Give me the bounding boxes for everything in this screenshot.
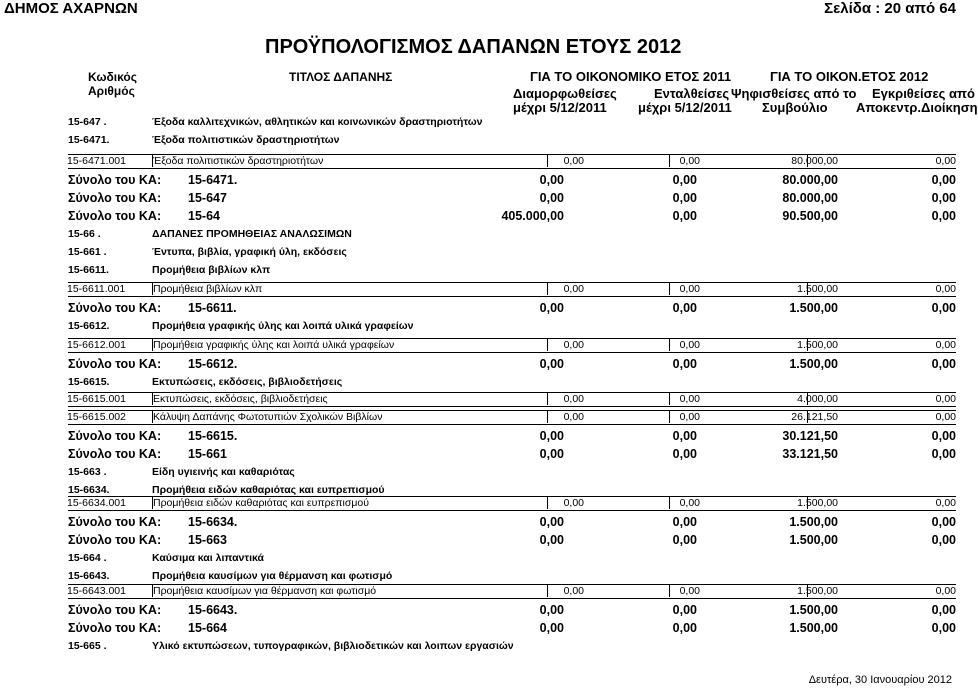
line-code: 15-6471.001 [67, 155, 126, 167]
cell-divider [547, 496, 548, 509]
line-code: 15-6615.002 [67, 411, 126, 423]
total-label: Σύνολο του ΚΑ: [68, 603, 162, 617]
column-header-code-1: Κωδικός [88, 70, 138, 84]
total-committed: 0,00 [672, 209, 697, 223]
total-code: 15-6611. [188, 301, 237, 315]
cell-divider [547, 282, 548, 295]
total-voted: 33.121,50 [782, 447, 838, 461]
group-code: 15-6634. [68, 484, 110, 496]
group-title: Προμήθεια βιβλίων κλπ [152, 264, 271, 276]
total-label: Σύνολο του ΚΑ: [68, 515, 162, 529]
column-header-col1-1: Διαμορφωθείσες [513, 86, 617, 101]
total-amended: 0,00 [539, 515, 564, 529]
line-item-row [68, 584, 956, 599]
value-committed: 0,00 [679, 339, 700, 351]
cell-divider [669, 154, 670, 167]
line-item-row [68, 282, 956, 297]
total-voted: 90.500,00 [782, 209, 838, 223]
total-voted: 1.500,00 [789, 603, 838, 617]
value-amended: 0,00 [563, 339, 584, 351]
column-header-col3-1: Ψηφισθείσες από το [731, 86, 857, 101]
group-code: 15-661 . [68, 246, 107, 258]
total-amended: 0,00 [539, 533, 564, 547]
value-approved: 0,00 [935, 411, 956, 423]
column-header-col2-2: μέχρι 5/12/2011 [638, 100, 732, 115]
group-code: 15-664 . [68, 552, 107, 564]
value-approved: 0,00 [935, 339, 956, 351]
total-amended: 0,00 [539, 603, 564, 617]
total-amended: 0,00 [539, 173, 564, 187]
group-title: Εκτυπώσεις, εκδόσεις, βιβλιοδετήσεις [152, 376, 343, 388]
total-code: 15-647 [188, 191, 227, 205]
line-title: Κάλυψη Δαπάνης Φωτοτυπιών Σχολικών Βιβλίων [153, 411, 383, 423]
line-code: 15-6611.001 [67, 283, 126, 295]
total-approved: 0,00 [931, 429, 956, 443]
total-code: 15-64 [188, 209, 220, 223]
cell-divider [547, 410, 548, 423]
group-code: 15-6643. [68, 570, 110, 582]
total-amended: 0,00 [539, 429, 564, 443]
total-approved: 0,00 [931, 191, 956, 205]
line-item-row [68, 392, 956, 407]
total-code: 15-6612. [188, 357, 238, 371]
value-approved: 0,00 [935, 585, 956, 597]
total-committed: 0,00 [672, 173, 697, 187]
total-amended: 405.000,00 [501, 209, 564, 223]
total-committed: 0,00 [672, 515, 697, 529]
total-amended: 0,00 [539, 301, 564, 315]
total-voted: 1.500,00 [789, 301, 838, 315]
page-title: ΠΡΟΫΠΟΛΟΓΙΣΜΟΣ ΔΑΠΑΝΩΝ ΕΤΟΥΣ 2012 [265, 36, 682, 58]
total-label: Σύνολο του ΚΑ: [68, 447, 162, 461]
total-amended: 0,00 [539, 357, 564, 371]
total-approved: 0,00 [931, 173, 956, 187]
group-code: 15-6615. [68, 376, 110, 388]
total-committed: 0,00 [672, 447, 697, 461]
total-committed: 0,00 [672, 621, 697, 635]
line-item-row [68, 338, 956, 353]
group-title: Έξοδα καλλιτεχνικών, αθλητικών και κοινωνικών δραστηριοτήτων [152, 116, 483, 128]
total-approved: 0,00 [931, 515, 956, 529]
cell-divider [547, 392, 548, 405]
org-name: ΔΗΜΟΣ ΑΧΑΡΝΩΝ [4, 0, 138, 17]
group-code: 15-6612. [68, 320, 110, 332]
total-code: 15-664 [188, 621, 227, 635]
value-voted: 1.500,00 [797, 497, 838, 509]
value-voted: 26.121,50 [791, 411, 838, 423]
total-code: 15-661 [188, 447, 227, 461]
line-code: 15-6643.001 [67, 585, 126, 597]
value-committed: 0,00 [679, 411, 700, 423]
value-approved: 0,00 [935, 393, 956, 405]
total-label: Σύνολο του ΚΑ: [68, 301, 162, 315]
line-title: Προμήθεια γραφικής ύλης και λοιπά υλικά γραφείων [153, 339, 395, 351]
line-title: Προμήθεια ειδών καθαριότας και ευπρεπισμού [153, 497, 369, 509]
value-approved: 0,00 [935, 155, 956, 167]
value-committed: 0,00 [679, 393, 700, 405]
footer-date: Δευτέρα, 30 Ιανουαρίου 2012 [808, 674, 952, 686]
column-header-fy2012: ΓΙΑ ΤΟ ΟΙΚΟΝ.ΕΤΟΣ 2012 [770, 69, 929, 84]
total-committed: 0,00 [672, 533, 697, 547]
group-title: Καύσιμα και λιπαντικά [152, 552, 264, 564]
line-item-row [68, 410, 956, 425]
column-header-col3-2: Συμβούλιο [762, 100, 828, 115]
total-label: Σύνολο του ΚΑ: [68, 191, 162, 205]
line-title: Προμήθεια βιβλίων κλπ [153, 283, 263, 295]
total-label: Σύνολο του ΚΑ: [68, 209, 162, 223]
line-code: 15-6612.001 [67, 339, 126, 351]
group-title: Προμήθεια ειδών καθαριότας και ευπρεπισμού [152, 484, 385, 496]
cell-divider [669, 410, 670, 423]
total-label: Σύνολο του ΚΑ: [68, 357, 162, 371]
total-approved: 0,00 [931, 603, 956, 617]
line-code: 15-6615.001 [67, 393, 126, 405]
column-header-title: ΤΙΤΛΟΣ ΔΑΠΑΝΗΣ [289, 70, 393, 84]
value-voted: 80.000,00 [791, 155, 838, 167]
line-item-row [68, 154, 956, 169]
total-approved: 0,00 [931, 357, 956, 371]
value-amended: 0,00 [563, 585, 584, 597]
total-approved: 0,00 [931, 209, 956, 223]
column-header-code-2: Αριθμός [88, 84, 135, 98]
group-code: 15-6471. [68, 134, 110, 146]
value-amended: 0,00 [563, 155, 584, 167]
value-committed: 0,00 [679, 585, 700, 597]
total-voted: 1.500,00 [789, 357, 838, 371]
value-committed: 0,00 [679, 155, 700, 167]
value-amended: 0,00 [563, 497, 584, 509]
group-title: Έντυπα, βιβλία, γραφική ύλη, εκδόσεις [152, 246, 347, 258]
cell-divider [669, 282, 670, 295]
total-code: 15-6634. [188, 515, 238, 529]
total-committed: 0,00 [672, 429, 697, 443]
total-committed: 0,00 [672, 301, 697, 315]
value-committed: 0,00 [679, 497, 700, 509]
total-voted: 1.500,00 [789, 533, 838, 547]
total-voted: 30.121,50 [782, 429, 838, 443]
group-code: 15-66 . [68, 228, 101, 240]
total-approved: 0,00 [931, 447, 956, 461]
value-approved: 0,00 [935, 497, 956, 509]
value-amended: 0,00 [563, 393, 584, 405]
column-header-fy2011: ΓΙΑ ΤΟ ΟΙΚΟΝΟΜΙΚΟ ΕΤΟΣ 2011 [530, 69, 732, 84]
total-approved: 0,00 [931, 621, 956, 635]
line-item-row [68, 496, 956, 511]
value-voted: 1.500,00 [797, 339, 838, 351]
total-label: Σύνολο του ΚΑ: [68, 173, 162, 187]
total-label: Σύνολο του ΚΑ: [68, 621, 162, 635]
total-amended: 0,00 [539, 447, 564, 461]
total-code: 15-6615. [188, 429, 238, 443]
value-voted: 4.000,00 [797, 393, 838, 405]
value-amended: 0,00 [563, 283, 584, 295]
cell-divider [669, 496, 670, 509]
total-amended: 0,00 [539, 621, 564, 635]
total-approved: 0,00 [931, 533, 956, 547]
cell-divider [547, 154, 548, 167]
total-voted: 80.000,00 [782, 191, 838, 205]
value-amended: 0,00 [563, 411, 584, 423]
group-title: ΔΑΠΑΝΕΣ ΠΡΟΜΗΘΕΙΑΣ ΑΝΑΛΩΣΙΜΩΝ [152, 228, 352, 240]
line-title: Εκτυπώσεις, εκδόσεις, βιβλιοδετήσεις [153, 393, 328, 405]
total-committed: 0,00 [672, 357, 697, 371]
value-voted: 1.500,00 [797, 585, 838, 597]
group-title: Έξοδα πολιτιστικών δραστηριοτήτων [152, 134, 340, 146]
total-amended: 0,00 [539, 191, 564, 205]
line-code: 15-6634.001 [67, 497, 126, 509]
total-voted: 80.000,00 [782, 173, 838, 187]
group-title: Προμήθεια καυσίμων για θέρμανση και φωτισμό [152, 570, 393, 582]
total-voted: 1.500,00 [789, 515, 838, 529]
cell-divider [669, 338, 670, 351]
line-title: Προμήθεια καυσίμων για θέρμανση και φωτισμό [153, 585, 377, 597]
total-committed: 0,00 [672, 603, 697, 617]
column-header-col1-2: μέχρι 5/12/2011 [513, 100, 607, 115]
column-header-col4-1: Εγκριθείσες από [872, 86, 975, 101]
cell-divider [547, 338, 548, 351]
line-title: Έξοδα πολιτιστικών δραστηριοτήτων [153, 155, 324, 167]
group-code: 15-663 . [68, 466, 107, 478]
group-title: Προμήθεια γραφικής ύλης και λοιπά υλικά γραφείων [152, 320, 414, 332]
total-committed: 0,00 [672, 191, 697, 205]
total-code: 15-663 [188, 533, 227, 547]
page-number: Σελίδα : 20 από 64 [824, 0, 956, 17]
group-code: 15-665 . [68, 640, 107, 652]
column-header-col2-1: Ενταλθείσες [654, 86, 730, 101]
total-code: 15-6643. [188, 603, 238, 617]
total-label: Σύνολο του ΚΑ: [68, 429, 162, 443]
total-voted: 1.500,00 [789, 621, 838, 635]
group-title: Είδη υγιεινής και καθαριότας [152, 466, 295, 478]
group-title: Υλικό εκτυπώσεων, τυπογραφικών, βιβλιοδετικών και λοιπων εργασιών [152, 640, 514, 652]
value-approved: 0,00 [935, 283, 956, 295]
group-code: 15-6611. [68, 264, 109, 276]
cell-divider [669, 584, 670, 597]
value-committed: 0,00 [679, 283, 700, 295]
column-header-col4-2: Αποκεντρ.Διοίκηση [856, 100, 978, 115]
total-approved: 0,00 [931, 301, 956, 315]
group-code: 15-647 . [68, 116, 107, 128]
cell-divider [547, 584, 548, 597]
total-label: Σύνολο του ΚΑ: [68, 533, 162, 547]
cell-divider [669, 392, 670, 405]
total-code: 15-6471. [188, 173, 238, 187]
value-voted: 1.500,00 [797, 283, 838, 295]
